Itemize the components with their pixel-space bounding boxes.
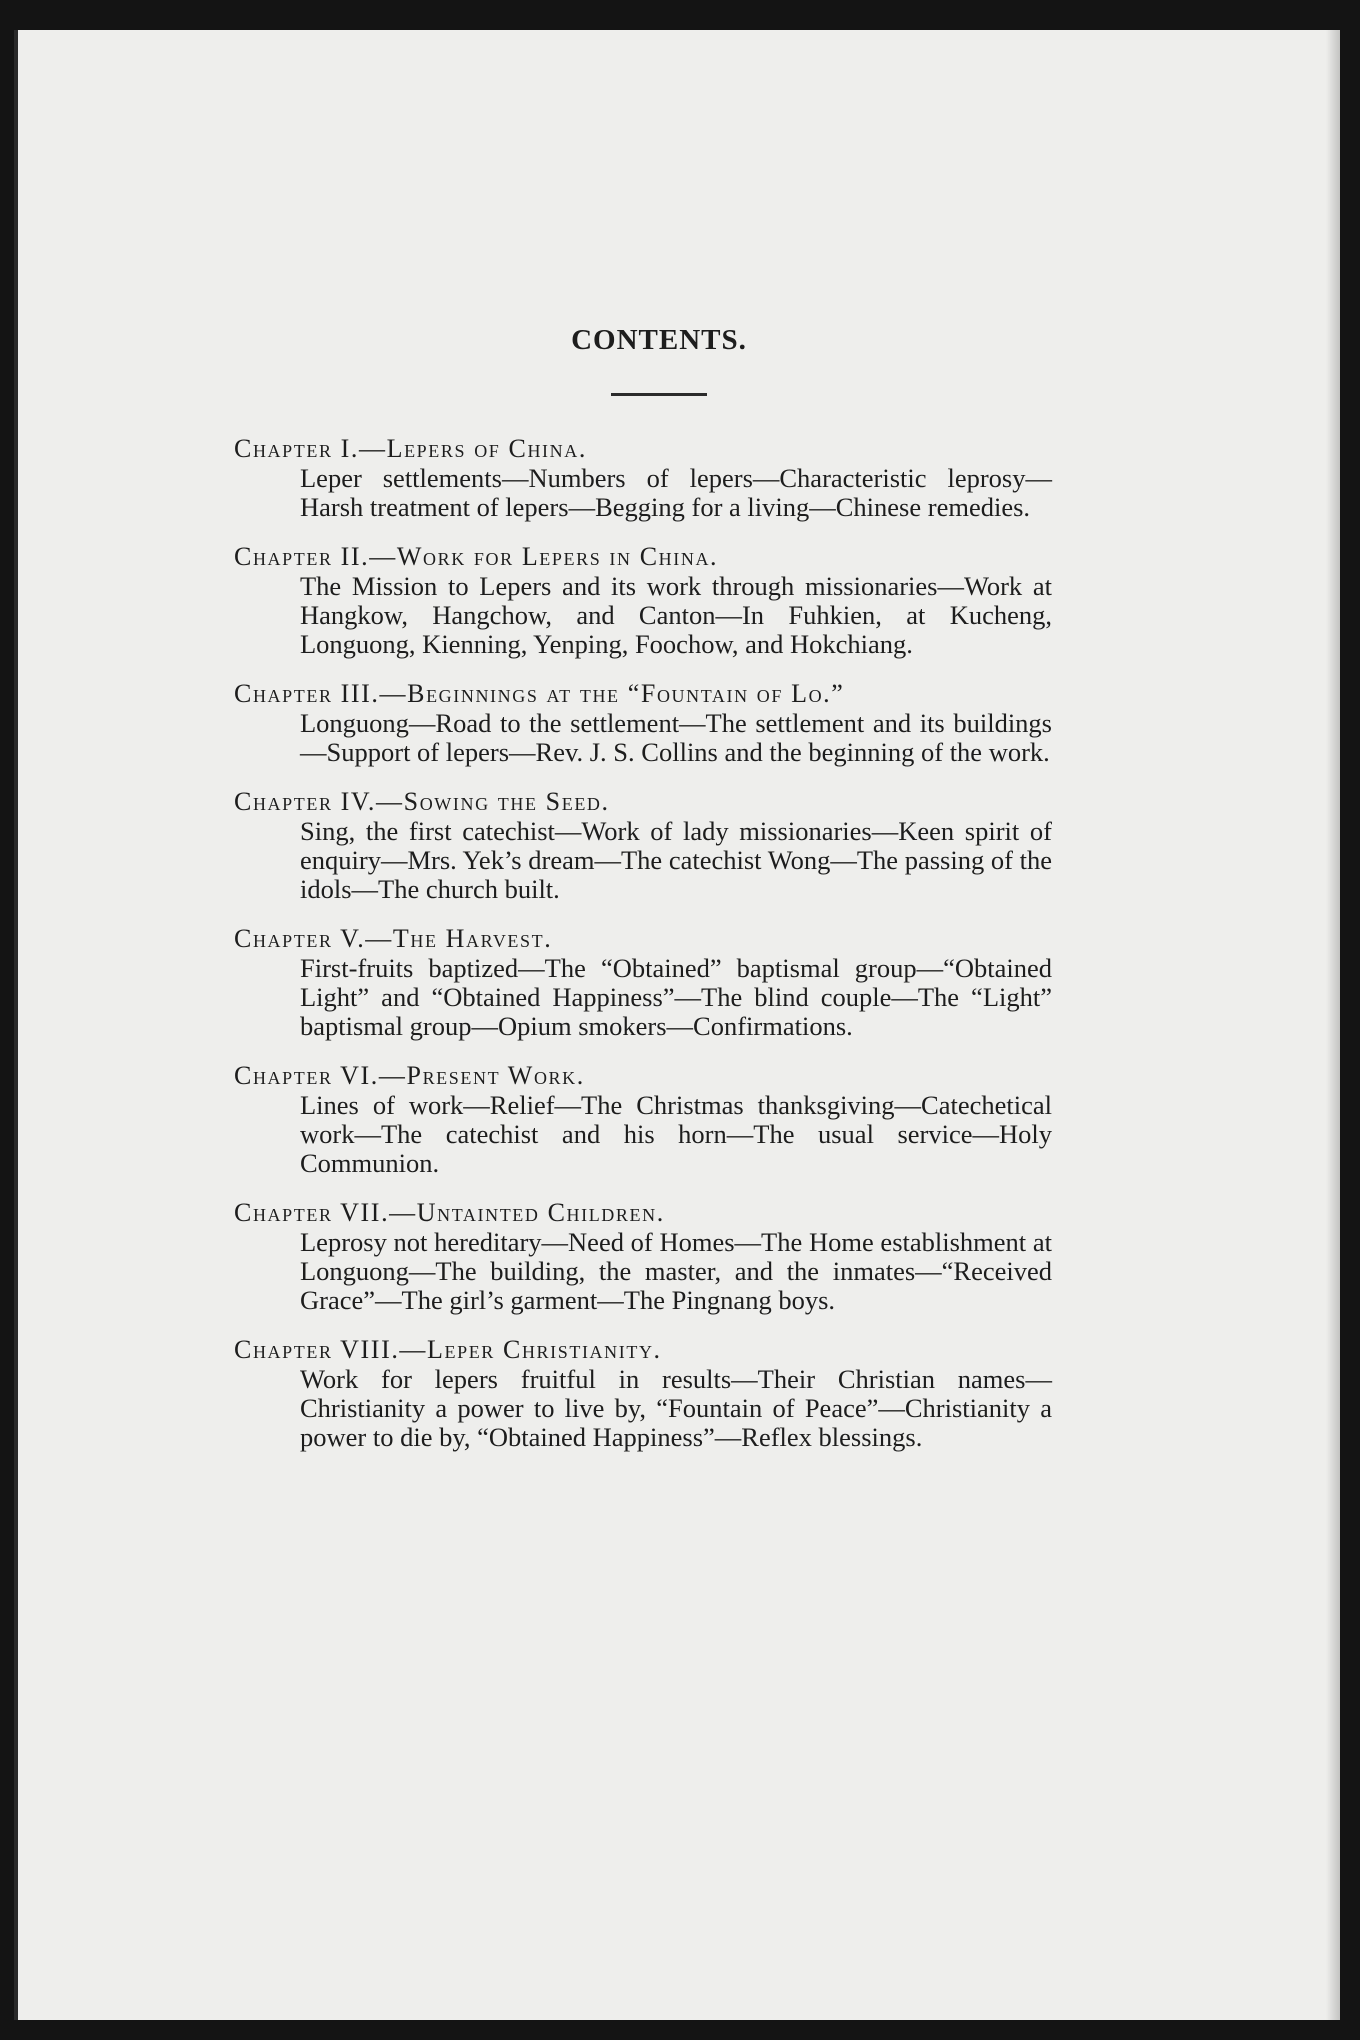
heading-rule: [611, 393, 707, 396]
chapter-entry: [234, 924, 1054, 1041]
chapter-summary: Leprosy not hereditary—Need of Homes—The Home establishment at Longuong—The building, the master, and the inmates—“Received Grace”—The girl’s garment—The Pingnang boys.: [300, 1227, 1052, 1315]
book-page: [14, 30, 1340, 2020]
chapter-title: Chapter II.—Work for Lepers in China.: [234, 542, 719, 571]
chapter-summary: Sing, the first catechist—Work of lady missionaries—Keen spirit of enquiry—Mrs. Yek’s dream—The catechist Wong—The passing of the idols—The church built.: [300, 816, 1052, 904]
chapter-title: Chapter IV.—Sowing the Seed.: [234, 787, 610, 816]
chapter-list: [234, 434, 1054, 1452]
page-edge-shadow: [1326, 30, 1340, 2020]
chapter-summary: Leper settlements—Numbers of lepers—Characteristic leprosy—Harsh treatment of lepers—Begging for a living—Chinese remedies.: [300, 463, 1052, 522]
chapter-entry: [234, 1061, 1054, 1178]
chapter-title: Chapter V.—The Harvest.: [234, 924, 553, 953]
chapter-entry: [234, 434, 1054, 522]
contents-heading: CONTENTS.: [571, 324, 747, 356]
chapter-title: Chapter VI.—Present Work.: [234, 1061, 585, 1090]
table-of-contents: [234, 324, 1054, 1472]
chapter-entry: [234, 1335, 1054, 1452]
chapter-summary: The Mission to Lepers and its work through missionaries—Work at Hangkow, Hangchow, and Canton—In Fuhkien, at Kucheng, Longuong, Kienning, Yenping, Foochow, and Hokchiang.: [300, 571, 1052, 659]
chapter-entry: [234, 542, 1054, 659]
chapter-entry: [234, 1198, 1054, 1315]
chapter-title: Chapter III.—Beginnings at the “Fountain of Lo.”: [234, 679, 845, 708]
chapter-title: Chapter VII.—Untainted Children.: [234, 1198, 665, 1227]
chapter-entry: [234, 787, 1054, 904]
chapter-title: Chapter VIII.—Leper Christianity.: [234, 1335, 662, 1364]
chapter-summary: Work for lepers fruitful in results—Their Christian names—Christianity a power to live by, “Fountain of Peace”—Christianity a power to die by, “Obtained Happiness”—Reflex blessings.: [300, 1364, 1052, 1452]
chapter-entry: [234, 679, 1054, 767]
chapter-title: Chapter I.—Lepers of China.: [234, 434, 587, 463]
chapter-summary: Longuong—Road to the settlement—The settlement and its buildings—Support of lepers—Rev. J. S. Collins and the beginning of the work.: [300, 708, 1052, 767]
chapter-summary: Lines of work—Relief—The Christmas thanksgiving—Catechetical work—The catechist and his horn—The usual service—Holy Communion.: [300, 1090, 1052, 1178]
chapter-summary: First-fruits baptized—The “Obtained” baptismal group—“Obtained Light” and “Obtained Happiness”—The blind couple—The “Light” baptismal group—Opium smokers—Confirmations.: [300, 953, 1052, 1041]
